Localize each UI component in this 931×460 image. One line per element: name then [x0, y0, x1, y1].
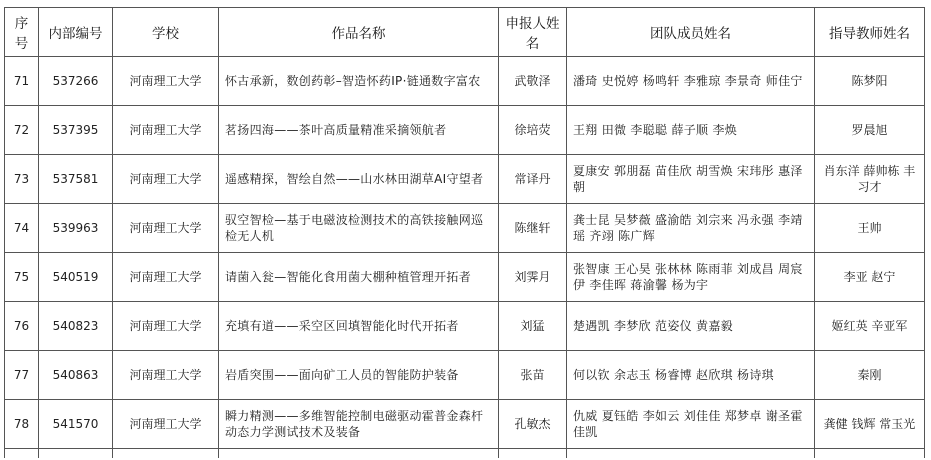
cell-applicant: 徐培荧 [499, 106, 567, 155]
cell-title: 茗扬四海——茶叶高质量精准采摘领航者 [219, 106, 499, 155]
cell-applicant: 刘霁月 [499, 253, 567, 302]
table-row-cut-off [5, 449, 925, 458]
cell-advisors: 王帅 [815, 204, 925, 253]
cell-applicant: 武敬泽 [499, 57, 567, 106]
cell-no: 72 [5, 106, 39, 155]
cell-members: 龚士昆 吴梦薇 盛渝皓 刘宗来 冯永强 李靖瑶 齐翊 陈广辉 [567, 204, 815, 253]
cell-applicant: 孔敏杰 [499, 400, 567, 449]
cell-members: 仇威 夏钰皓 李如云 刘佳佳 郑梦卓 谢圣霍佳凯 [567, 400, 815, 449]
cell-title: 驭空智检—基于电磁波检测技术的高铁接触网巡检无人机 [219, 204, 499, 253]
cell-title: 瞬力精测——多维智能控制电磁驱动霍普金森杆动态力学测试技术及装备 [219, 400, 499, 449]
cell-code: 540823 [39, 302, 113, 351]
cell-school: 河南理工大学 [113, 351, 219, 400]
cell-empty [567, 449, 815, 458]
cell-empty [499, 449, 567, 458]
header-no: 序号 [5, 8, 39, 57]
cell-school: 河南理工大学 [113, 400, 219, 449]
cell-title: 请菌入瓮—智能化食用菌大棚种植管理开拓者 [219, 253, 499, 302]
cell-school: 河南理工大学 [113, 155, 219, 204]
header-advisors: 指导教师姓名 [815, 8, 925, 57]
table-header-row [5, 8, 925, 57]
cell-no: 74 [5, 204, 39, 253]
cell-code: 540519 [39, 253, 113, 302]
cell-title: 怀古承新，数创药彰–智造怀药IP·链通数字富农 [219, 57, 499, 106]
table-row [5, 302, 925, 351]
cell-school: 河南理工大学 [113, 302, 219, 351]
cell-no: 73 [5, 155, 39, 204]
cell-school: 河南理工大学 [113, 106, 219, 155]
cell-advisors: 龚健 钱辉 常玉光 [815, 400, 925, 449]
cell-members: 张智康 王心昊 张林林 陈雨菲 刘成昌 周宸伊 李佳晖 蒋渝馨 杨为宇 [567, 253, 815, 302]
table-row [5, 400, 925, 449]
cell-school: 河南理工大学 [113, 57, 219, 106]
table-row [5, 106, 925, 155]
table-row [5, 204, 925, 253]
cell-advisors: 秦刚 [815, 351, 925, 400]
cell-title: 遥感精探，智绘自然——山水林田湖草AI守望者 [219, 155, 499, 204]
cell-members: 王翔 田微 李聪聪 薛子顺 李焕 [567, 106, 815, 155]
cell-empty [219, 449, 499, 458]
cell-advisors: 陈梦阳 [815, 57, 925, 106]
cell-code: 540863 [39, 351, 113, 400]
header-code: 内部编号 [39, 8, 113, 57]
table-row [5, 155, 925, 204]
cell-applicant: 常译丹 [499, 155, 567, 204]
cell-code: 541570 [39, 400, 113, 449]
cell-members: 何以钦 余志玉 杨睿博 赵欣琪 杨诗琪 [567, 351, 815, 400]
table-row [5, 253, 925, 302]
cell-school: 河南理工大学 [113, 253, 219, 302]
cell-no: 77 [5, 351, 39, 400]
cell-advisors: 李亚 赵宁 [815, 253, 925, 302]
table-row [5, 57, 925, 106]
cell-title: 岩盾突围——面向矿工人员的智能防护装备 [219, 351, 499, 400]
cell-empty [5, 449, 39, 458]
cell-empty [39, 449, 113, 458]
cell-empty [815, 449, 925, 458]
cell-no: 75 [5, 253, 39, 302]
cell-no: 76 [5, 302, 39, 351]
table-row [5, 351, 925, 400]
header-title: 作品名称 [219, 8, 499, 57]
header-members: 团队成员姓名 [567, 8, 815, 57]
header-school: 学校 [113, 8, 219, 57]
header-applicant: 申报人姓名 [499, 8, 567, 57]
cell-empty [113, 449, 219, 458]
cell-school: 河南理工大学 [113, 204, 219, 253]
cell-advisors: 罗晨旭 [815, 106, 925, 155]
cell-applicant: 张苗 [499, 351, 567, 400]
award-table [4, 7, 925, 458]
cell-code: 537581 [39, 155, 113, 204]
cell-advisors: 姬红英 辛亚军 [815, 302, 925, 351]
cell-title: 充填有道——采空区回填智能化时代开拓者 [219, 302, 499, 351]
cell-members: 楚遇凯 李梦欣 范姿仪 黄嘉毅 [567, 302, 815, 351]
cell-advisors: 肖东洋 薛帅栋 丰习才 [815, 155, 925, 204]
cell-code: 537395 [39, 106, 113, 155]
cell-members: 潘琦 史悦婷 杨鸣轩 李雅琼 李景奇 师佳宁 [567, 57, 815, 106]
cell-no: 71 [5, 57, 39, 106]
cell-applicant: 陈继轩 [499, 204, 567, 253]
cell-applicant: 刘猛 [499, 302, 567, 351]
cell-code: 539963 [39, 204, 113, 253]
cell-members: 夏康安 郭朋磊 苗佳欣 胡雪焕 宋玮彤 惠泽朝 [567, 155, 815, 204]
cell-code: 537266 [39, 57, 113, 106]
cell-no: 78 [5, 400, 39, 449]
